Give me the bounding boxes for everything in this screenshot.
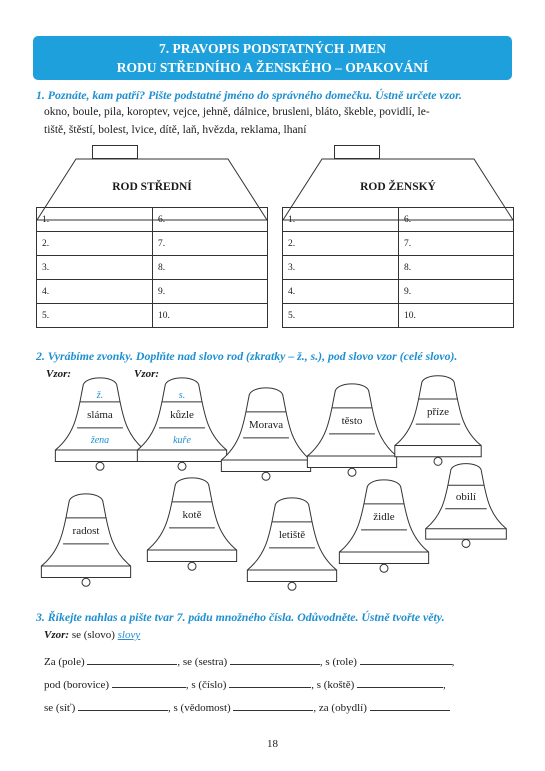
table-row <box>37 256 268 280</box>
house-table <box>36 207 268 328</box>
table-row <box>283 304 514 328</box>
table-cell[interactable]: 3. <box>283 256 399 280</box>
house-title: ROD ŽENSKÝ <box>360 181 436 193</box>
vzor-answer: slovy <box>117 629 141 641</box>
bell-clapper <box>462 539 470 547</box>
bell <box>395 376 481 466</box>
bell-clapper <box>178 462 186 470</box>
table-row <box>283 208 514 232</box>
prompt: , se (sestra) <box>177 656 228 668</box>
table-cell[interactable]: 2. <box>283 232 399 256</box>
bell-clapper <box>262 472 270 480</box>
answer-blank[interactable] <box>112 677 186 688</box>
page-number: 18 <box>267 738 278 750</box>
task2-instruction: 2. Vyrábíme zvonky. Doplňte nad slovo rod (zkratky – ž., s.), pod slovo vzor (celé slovo). <box>36 349 458 363</box>
bell-clapper <box>288 582 296 590</box>
table-row <box>37 232 268 256</box>
table-row <box>37 304 268 328</box>
table-row <box>37 280 268 304</box>
bell-gender-answer: s. <box>178 390 186 402</box>
answer-blank[interactable] <box>233 700 313 711</box>
bell-clapper <box>380 564 388 572</box>
vzor-label: Vzor: <box>44 629 70 641</box>
bell <box>41 494 130 586</box>
bell-pattern-answer: žena <box>90 434 110 446</box>
task3-row <box>44 700 450 714</box>
prompt: , <box>443 679 446 691</box>
task1-words <box>44 103 514 139</box>
bell-word: Morava <box>248 419 284 432</box>
title-line-1: 7. PRAVOPIS PODSTATNÝCH JMEN <box>159 41 386 56</box>
prompt: Za (pole) <box>44 656 85 668</box>
table-cell[interactable]: 2. <box>37 232 153 256</box>
table-cell[interactable]: 7. <box>399 232 514 256</box>
prompt: , s (koště) <box>311 679 355 691</box>
table-cell[interactable]: 10. <box>153 304 268 328</box>
vzor-text: se (slovo) <box>71 629 115 641</box>
bell <box>339 480 428 572</box>
bell-word: židle <box>373 511 395 524</box>
bell <box>247 498 336 590</box>
prompt: , s (číslo) <box>185 679 227 691</box>
task3-instruction: 3. Říkejte nahlas a pište tvar 7. pádu množného čísla. Odůvodněte. Ústně tvořte věty. <box>36 610 445 624</box>
table-row <box>283 280 514 304</box>
table-cell[interactable]: 8. <box>399 256 514 280</box>
bell-clapper <box>82 578 90 586</box>
table-cell[interactable]: 1. <box>37 208 153 232</box>
title-line-2: RODU STŘEDNÍHO A ŽENSKÉHO – OPAKOVÁNÍ <box>116 60 429 75</box>
prompt: pod (borovice) <box>44 679 110 691</box>
task1-words-line2: tiště, štěstí, bolest, lvice, dítě, laň, hvězda, reklama, lhaní <box>44 124 307 136</box>
answer-blank[interactable] <box>357 677 443 688</box>
prompt: , <box>451 656 455 668</box>
task3-example <box>44 629 140 641</box>
title-banner <box>33 36 512 80</box>
prompt: , s (role) <box>319 656 357 668</box>
bell-word: těsto <box>341 415 363 428</box>
table-cell[interactable]: 5. <box>37 304 153 328</box>
bell-word: kotě <box>182 509 202 522</box>
task3-row <box>44 654 454 668</box>
table-cell[interactable]: 9. <box>399 280 514 304</box>
prompt: se (síť) <box>44 702 76 714</box>
bell-word: kůzle <box>170 409 194 422</box>
bell-clapper <box>188 562 196 570</box>
house-title: ROD STŘEDNÍ <box>112 181 192 193</box>
bell <box>221 388 310 480</box>
answer-blank[interactable] <box>230 654 320 665</box>
table-cell[interactable]: 8. <box>153 256 268 280</box>
bell-gender-answer: ž. <box>96 390 104 402</box>
table-row <box>37 208 268 232</box>
vzor-label-1: Vzor: <box>46 368 72 380</box>
task1-words-line1: okno, boule, pila, koroptev, vejce, jehně, dálnice, brusleni, bláto, škeble, povidlí, le- <box>44 106 430 118</box>
bell-pattern-answer: kuře <box>173 434 191 446</box>
table-cell[interactable]: 1. <box>283 208 399 232</box>
prompt: , s (vědomost) <box>168 702 231 714</box>
bell <box>147 478 236 570</box>
chimney <box>92 145 138 159</box>
bell-word: obilí <box>455 491 477 504</box>
answer-blank[interactable] <box>229 677 311 688</box>
task3-row <box>44 677 446 691</box>
table-cell[interactable]: 4. <box>283 280 399 304</box>
bell-clapper <box>96 462 104 470</box>
bell-word: příze <box>427 406 449 419</box>
answer-blank[interactable] <box>370 700 450 711</box>
bell-word: letiště <box>278 529 306 542</box>
bell-clapper <box>434 457 442 465</box>
task1-instruction: 1. Poznáte, kam patří? Pište podstatné jméno do správného domečku. Ústně určete vzor. <box>36 88 463 102</box>
table-cell[interactable]: 4. <box>37 280 153 304</box>
table-cell[interactable]: 6. <box>399 208 514 232</box>
table-cell[interactable]: 5. <box>283 304 399 328</box>
table-row <box>283 232 514 256</box>
table-cell[interactable]: 7. <box>153 232 268 256</box>
table-cell[interactable]: 3. <box>37 256 153 280</box>
table-row <box>283 256 514 280</box>
bell-word: sláma <box>87 409 113 422</box>
bell-clapper <box>348 468 356 476</box>
answer-blank[interactable] <box>78 700 168 711</box>
table-cell[interactable]: 10. <box>399 304 514 328</box>
chimney <box>334 145 380 159</box>
table-cell[interactable]: 6. <box>153 208 268 232</box>
vzor-label-2: Vzor: <box>134 368 160 380</box>
house-table <box>282 207 514 328</box>
answer-blank[interactable] <box>360 654 452 665</box>
house-rod-zensky <box>282 145 514 335</box>
bell <box>307 384 396 476</box>
prompt: , za (obydlí) <box>313 702 367 714</box>
table-cell[interactable]: 9. <box>153 280 268 304</box>
answer-blank[interactable] <box>87 654 177 665</box>
bell <box>426 464 507 548</box>
house-rod-stredni <box>36 145 268 335</box>
bell-word: radost <box>72 525 100 538</box>
